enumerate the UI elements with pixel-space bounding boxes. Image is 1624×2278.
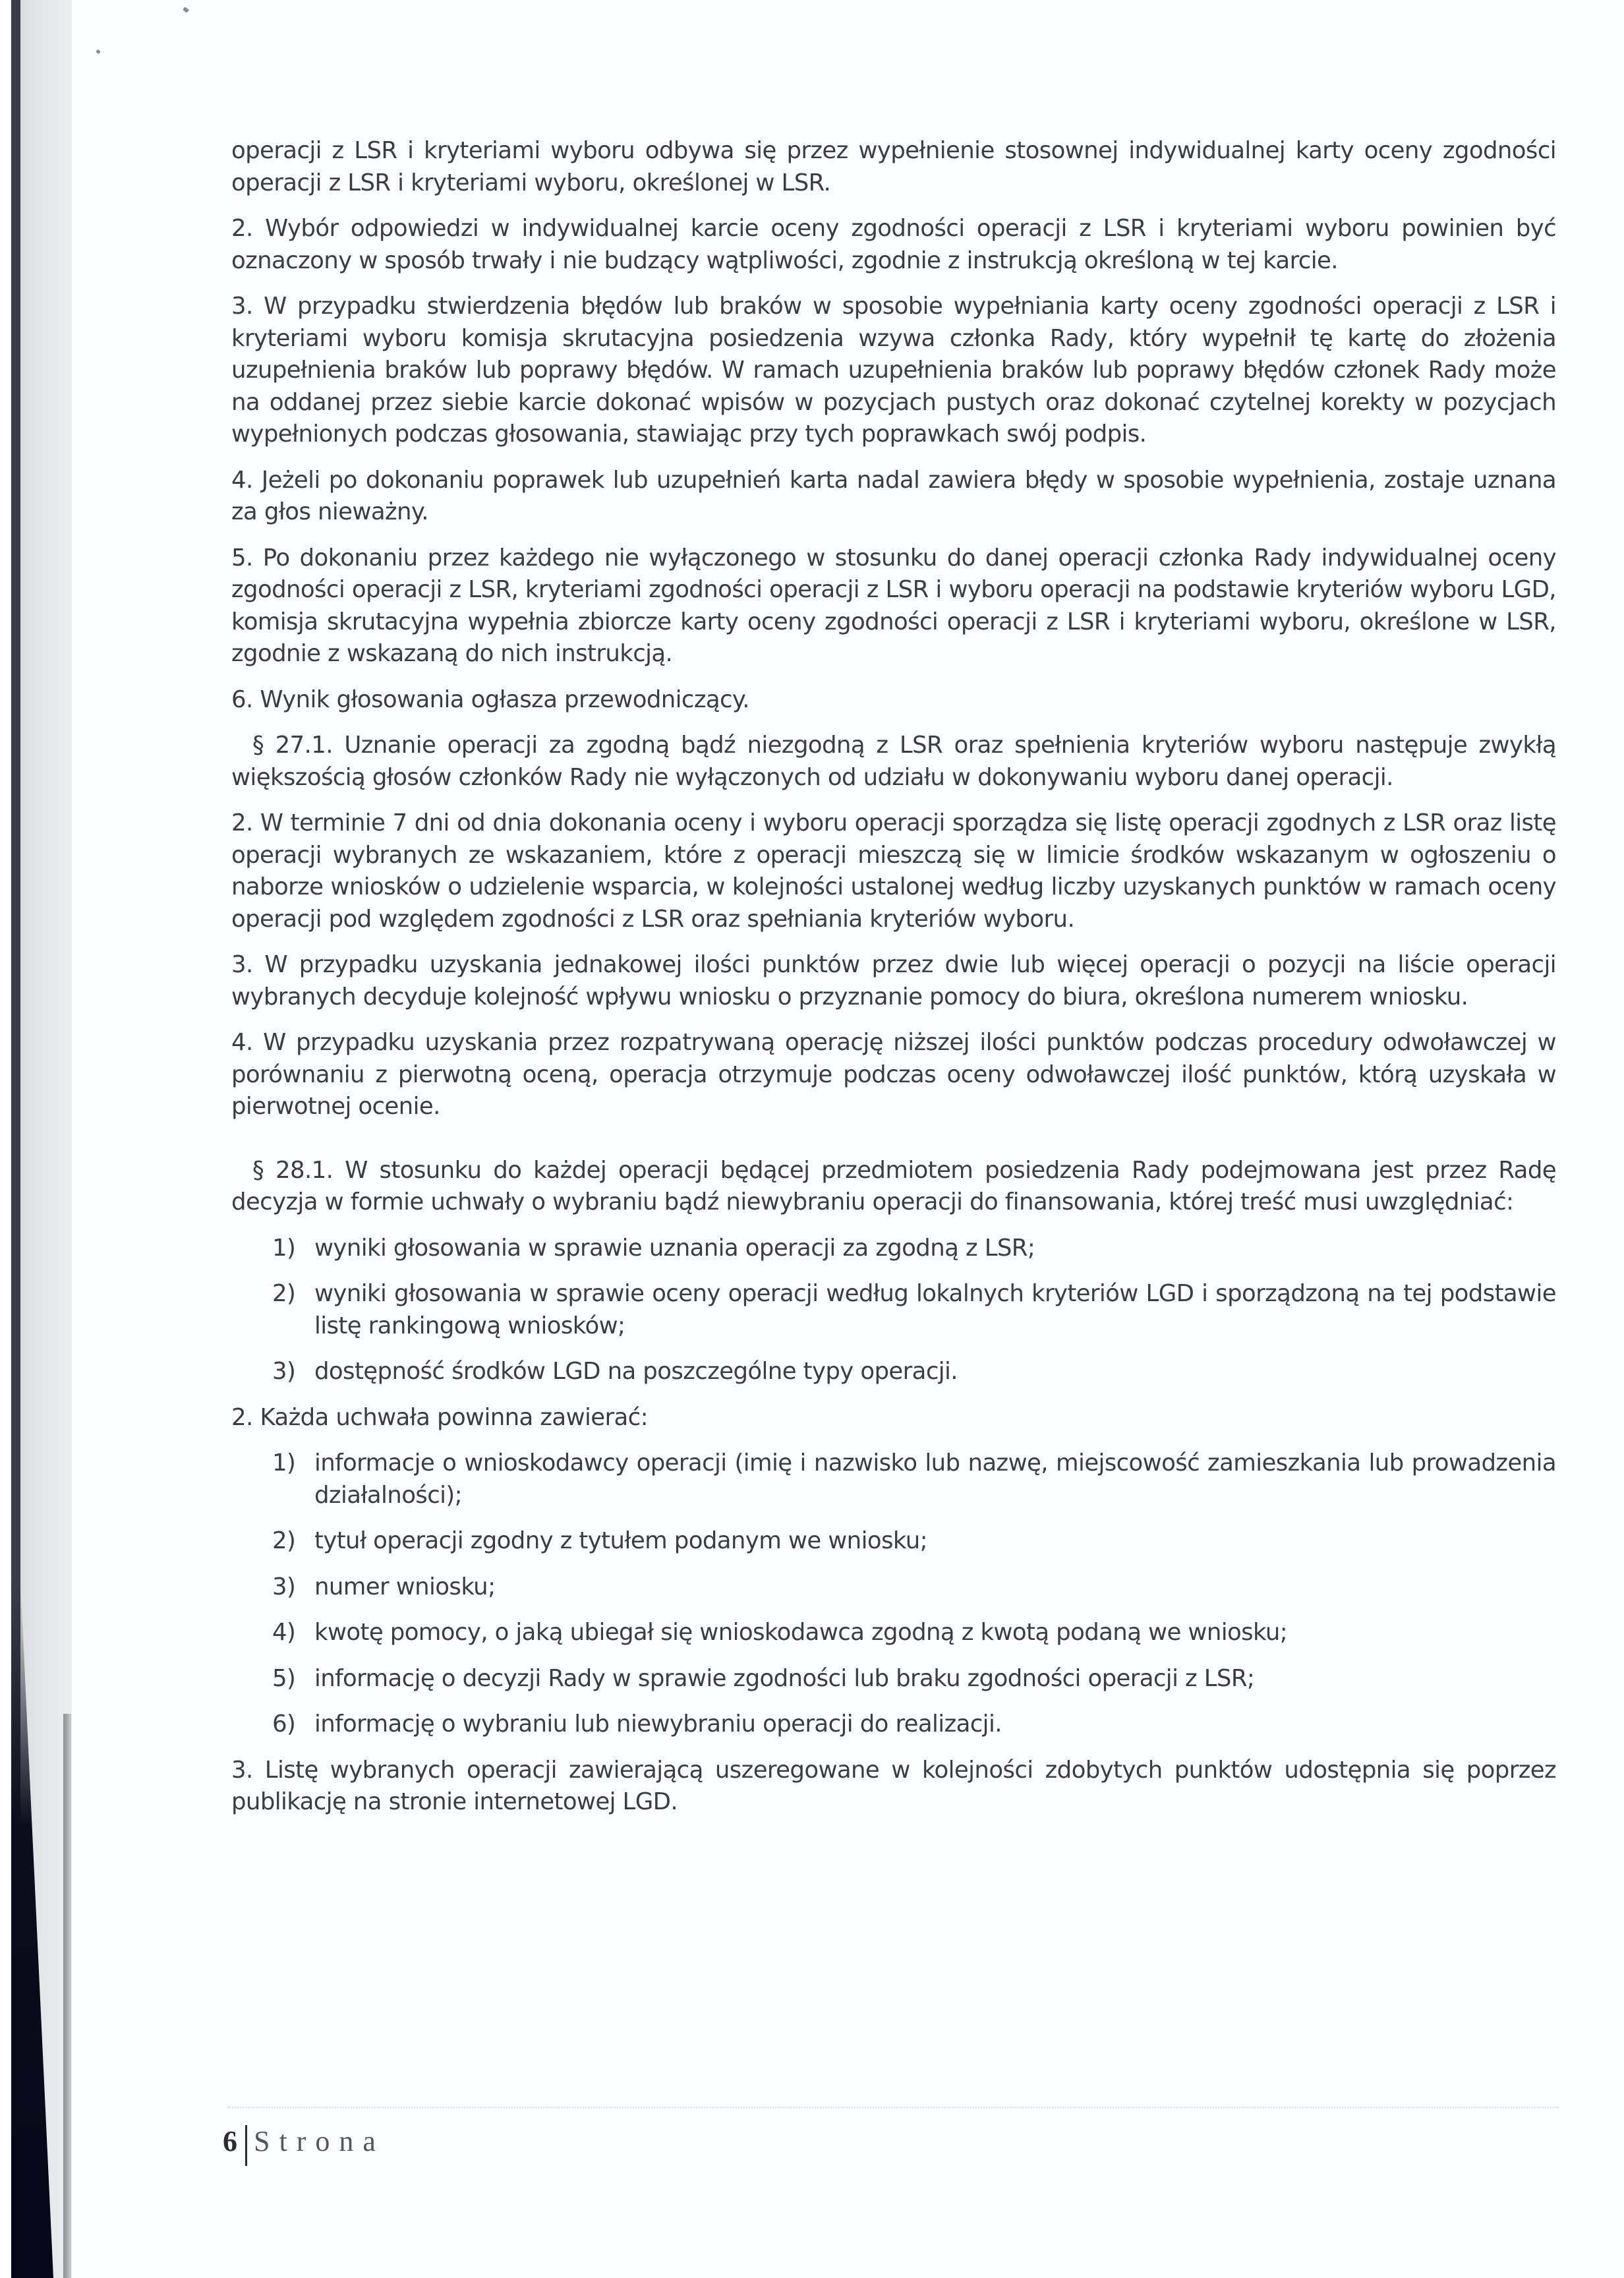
page-footer: [223, 2121, 385, 2162]
list-item-number: 2): [272, 1280, 296, 1307]
list-item-text: informację o wybraniu lub niewybraniu operacji do realizacji.: [314, 1710, 1002, 1738]
section-27-paragraph-2: 2. W terminie 7 dni od dnia dokonania oceny i wyboru operacji sporządza się listę operacji zgodnych z LSR oraz listę operacji wybranych ze wskazaniem, które z operacji mieszczą się w limicie środków wskazanym w ogłoszeniu o naborze wniosków o udzielenie wsparcia, w kolejności ustalonej według liczby uzyskanych punktów w ramach oceny operacji pod względem zgodności z LSR oraz spełniania kryteriów wyboru.: [231, 809, 1556, 933]
list-item-text: kwotę pomocy, o jaką ubiegał się wnioskodawca zgodną z kwotą podaną we wniosku;: [314, 1619, 1288, 1646]
list-item: [231, 1708, 1556, 1741]
list-item-text: wyniki głosowania w sprawie oceny operacji według lokalnych kryteriów LGD i sporządzoną na tej podstawie listę rankingową wniosków;: [314, 1280, 1556, 1339]
section-28-paragraph-3: 3. Listę wybranych operacji zawierającą uszeregowane w kolejności zdobytych punktów udostępnia się poprzez publikację na stronie internetowej LGD.: [231, 1756, 1556, 1815]
list-item-number: 6): [272, 1710, 296, 1738]
scan-speck: [96, 49, 101, 55]
list-item-text: tytuł operacji zgodny z tytułem podanym we wniosku;: [314, 1527, 927, 1554]
list-item-number: 1): [272, 1234, 296, 1262]
section-28-list-1: [231, 1233, 1556, 1388]
list-item-text: informacje o wnioskodawcy operacji (imię i nazwisko lub nazwę, miejscowość zamieszkania lub prowadzenia działalności);: [314, 1449, 1556, 1509]
page-label: Strona: [254, 2125, 385, 2157]
document-body: [231, 135, 1556, 1832]
list-item-number: 4): [272, 1619, 296, 1646]
list-item: [231, 1233, 1556, 1265]
list-item-text: wyniki głosowania w sprawie uznania operacji za zgodną z LSR;: [314, 1234, 1035, 1262]
list-item-number: 3): [272, 1358, 296, 1385]
section-27-paragraph-4: 4. W przypadku uzyskania przez rozpatrywaną operację niższej ilości punktów podczas procedury odwoławczej w porównaniu z pierwotną oceną, operacja otrzymuje podczas oceny odwoławczej ilość punktów, którą uzyskała w pierwotnej ocenie.: [231, 1029, 1556, 1120]
list-item-number: 2): [272, 1527, 296, 1554]
paragraph-3: 3. W przypadku stwierdzenia błędów lub braków w sposobie wypełniania karty oceny zgodności operacji z LSR i kryteriami wyboru komisja skrutacyjna posiedzenia wzywa członka Rady, który wypełnił tę kartę do złożenia uzupełnienia braków lub poprawy błędów. W ramach uzupełnienia braków lub poprawy błędów członek Rady może na oddanej przez siebie karcie dokonać wpisów w pozycjach pustych oraz dokonać czytelnej korekty w pozycjach wypełnionych podczas głosowania, stawiając przy tych poprawkach swój podpis.: [231, 293, 1556, 448]
section-28-paragraph-1: § 28.1. W stosunku do każdej operacji będącej przedmiotem posiedzenia Rady podejmowana jest przez Radę decyzja w formie uchwały o wybraniu bądź niewybraniu operacji do finansowania, której treść musi uwzględniać:: [231, 1156, 1556, 1215]
list-item: [231, 1525, 1556, 1558]
footer-separator: [245, 2125, 247, 2166]
list-item-text: informację o decyzji Rady w sprawie zgodności lub braku zgodności operacji z LSR;: [314, 1664, 1255, 1692]
list-item: [231, 1278, 1556, 1342]
section-28-paragraph-2: 2. Każda uchwała powinna zawierać:: [231, 1403, 648, 1431]
list-item-number: 3): [272, 1573, 296, 1600]
list-item: [231, 1356, 1556, 1388]
list-item: [231, 1571, 1556, 1604]
scan-edge-rim: [63, 1714, 71, 2278]
paragraph-2: 2. Wybór odpowiedzi w indywidualnej karcie oceny zgodności operacji z LSR i kryteriami wyboru powinien być oznaczony w sposób trwały i nie budzący wątpliwości, zgodnie z instrukcją określoną w tej karcie.: [231, 215, 1556, 274]
paragraph-intro: operacji z LSR i kryteriami wyboru odbywa się przez wypełnienie stosownej indywidualnej karty oceny zgodności operacji z LSR i kryteriami wyboru, określonej w LSR.: [231, 137, 1556, 196]
section-27-paragraph-1: § 27.1. Uznanie operacji za zgodną bądź niezgodną z LSR oraz spełnienia kryteriów wyboru następuje zwykłą większością głosów członków Rady nie wyłączonych od udziału w dokonywaniu wyboru danej operacji.: [231, 732, 1556, 791]
paragraph-4: 4. Jeżeli po dokonaniu poprawek lub uzupełnień karta nadal zawiera błędy w sposobie wypełnienia, zostaje uznana za głos nieważny.: [231, 466, 1556, 525]
section-28-list-2: [231, 1447, 1556, 1741]
page-number: 6: [223, 2125, 237, 2157]
list-item-text: numer wniosku;: [314, 1573, 496, 1600]
list-item: [231, 1663, 1556, 1695]
scan-edge-shadow: [0, 0, 72, 2278]
list-item-text: dostępność środków LGD na poszczególne typy operacji.: [314, 1358, 958, 1385]
list-item: [231, 1447, 1556, 1511]
list-item-number: 5): [272, 1664, 296, 1692]
scan-speck: [183, 7, 189, 13]
paragraph-6: 6. Wynik głosowania ogłasza przewodniczący.: [231, 686, 749, 713]
list-item-number: 1): [272, 1449, 296, 1476]
footer-divider: [227, 2107, 1559, 2108]
list-item: [231, 1617, 1556, 1649]
paragraph-5: 5. Po dokonaniu przez każdego nie wyłączonego w stosunku do danej operacji członka Rady indywidualnej oceny zgodności operacji z LSR, kryteriami zgodności operacji z LSR i wyboru operacji na podstawie kryteriów wyboru LGD, komisja skrutacyjna wypełnia zbiorcze karty oceny zgodności operacji z LSR i kryteriami wyboru, określone w LSR, zgodnie z wskazaną do nich instrukcją.: [231, 544, 1556, 667]
section-27-paragraph-3: 3. W przypadku uzyskania jednakowej ilości punktów przez dwie lub więcej operacji o pozycji na liście operacji wybranych decyduje kolejność wpływu wniosku o przyznanie pomocy do biura, określona numerem wniosku.: [231, 951, 1556, 1010]
